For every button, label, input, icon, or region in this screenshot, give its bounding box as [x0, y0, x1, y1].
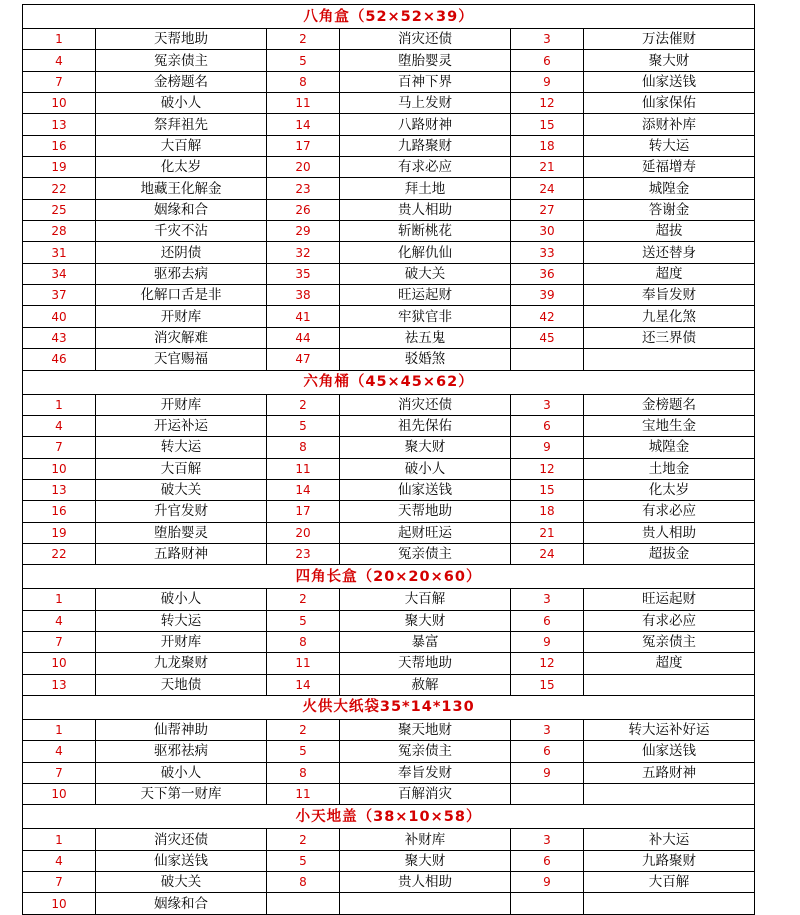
item-name: 化解口舌是非 [96, 285, 267, 306]
table-row [23, 719, 755, 740]
item-number: 3 [511, 829, 584, 850]
item-name: 消灾还债 [340, 29, 511, 50]
item-name: 冤亲债主 [340, 741, 511, 762]
item-name: 破大关 [96, 479, 267, 500]
item-number: 9 [511, 437, 584, 458]
table-row [23, 479, 755, 500]
item-name: 姻缘和合 [96, 199, 267, 220]
item-name: 堕胎婴灵 [340, 50, 511, 71]
item-number: 6 [511, 610, 584, 631]
item-name: 仙帮神助 [96, 719, 267, 740]
table-row [23, 221, 755, 242]
table-row [23, 872, 755, 893]
item-number: 4 [23, 50, 96, 71]
table-row [23, 458, 755, 479]
table-row [23, 93, 755, 114]
item-name: 有求必应 [584, 610, 755, 631]
item-name: 消灾还债 [96, 829, 267, 850]
item-number: 47 [267, 349, 340, 370]
item-name: 万法催财 [584, 29, 755, 50]
item-number: 25 [23, 199, 96, 220]
item-name: 转大运 [584, 135, 755, 156]
item-number: 2 [267, 829, 340, 850]
item-number: 24 [511, 543, 584, 564]
item-number: 10 [23, 653, 96, 674]
table-row [23, 114, 755, 135]
item-number: 2 [267, 394, 340, 415]
item-number: 8 [267, 437, 340, 458]
item-number: 46 [23, 349, 96, 370]
item-number: 5 [267, 610, 340, 631]
item-number: 26 [267, 199, 340, 220]
item-name: 转大运补好运 [584, 719, 755, 740]
item-name: 化太岁 [584, 479, 755, 500]
item-number: 31 [23, 242, 96, 263]
item-name: 超度 [584, 263, 755, 284]
item-number: 5 [267, 850, 340, 871]
item-number: 35 [267, 263, 340, 284]
item-number: 1 [23, 589, 96, 610]
item-number: 7 [23, 762, 96, 783]
table-row [23, 29, 755, 50]
item-number: 8 [267, 71, 340, 92]
item-name: 天官赐福 [96, 349, 267, 370]
item-number: 21 [511, 522, 584, 543]
item-name: 九星化煞 [584, 306, 755, 327]
item-name: 破小人 [340, 458, 511, 479]
item-name: 还三界债 [584, 327, 755, 348]
item-name: 起财旺运 [340, 522, 511, 543]
item-number: 20 [267, 157, 340, 178]
item-number: 7 [23, 872, 96, 893]
item-name: 开财库 [96, 306, 267, 327]
item-name: 金榜题名 [96, 71, 267, 92]
section-title: 六角桶（45×45×62） [23, 370, 755, 394]
table-row [23, 242, 755, 263]
table-row [23, 543, 755, 564]
table-row [23, 71, 755, 92]
item-number: 1 [23, 719, 96, 740]
item-name: 天帮地助 [340, 653, 511, 674]
table-row [23, 349, 755, 370]
item-name: 有求必应 [340, 157, 511, 178]
item-number: 11 [267, 93, 340, 114]
item-name: 仙家送钱 [340, 479, 511, 500]
item-number: 3 [511, 394, 584, 415]
item-number [511, 784, 584, 805]
item-number: 3 [511, 589, 584, 610]
item-number [511, 893, 584, 914]
item-name: 斩断桃花 [340, 221, 511, 242]
item-number: 13 [23, 674, 96, 695]
section-header [23, 805, 755, 829]
item-number: 10 [23, 893, 96, 914]
item-number: 11 [267, 784, 340, 805]
item-number: 9 [511, 631, 584, 652]
item-number: 12 [511, 653, 584, 674]
item-name: 超拔 [584, 221, 755, 242]
item-name: 九路聚财 [584, 850, 755, 871]
item-number: 37 [23, 285, 96, 306]
item-name: 破小人 [96, 93, 267, 114]
item-number: 42 [511, 306, 584, 327]
item-name: 驳婚煞 [340, 349, 511, 370]
item-name: 转大运 [96, 610, 267, 631]
item-name: 冤亲债主 [96, 50, 267, 71]
item-number: 5 [267, 415, 340, 436]
item-number: 22 [23, 543, 96, 564]
section-title: 八角盒（52×52×39） [23, 5, 755, 29]
item-name: 八路财神 [340, 114, 511, 135]
item-name: 赦解 [340, 674, 511, 695]
product-table [22, 4, 755, 915]
section-header [23, 370, 755, 394]
table-row [23, 653, 755, 674]
item-name: 化太岁 [96, 157, 267, 178]
item-name: 五路财神 [96, 543, 267, 564]
item-name: 百神下界 [340, 71, 511, 92]
table-row [23, 394, 755, 415]
item-number: 39 [511, 285, 584, 306]
item-number: 10 [23, 93, 96, 114]
item-name: 聚大财 [340, 437, 511, 458]
table-row [23, 850, 755, 871]
item-number: 32 [267, 242, 340, 263]
table-row [23, 50, 755, 71]
item-number: 30 [511, 221, 584, 242]
item-number: 7 [23, 631, 96, 652]
table-row [23, 199, 755, 220]
item-name: 祭拜祖先 [96, 114, 267, 135]
item-name: 城隍金 [584, 178, 755, 199]
item-name: 超度 [584, 653, 755, 674]
item-number: 14 [267, 114, 340, 135]
item-number: 36 [511, 263, 584, 284]
item-number: 12 [511, 93, 584, 114]
item-name: 有求必应 [584, 501, 755, 522]
item-number: 34 [23, 263, 96, 284]
item-number: 2 [267, 719, 340, 740]
item-number: 23 [267, 178, 340, 199]
item-name: 大百解 [96, 458, 267, 479]
item-number: 40 [23, 306, 96, 327]
section-title: 四角长盒（20×20×60） [23, 565, 755, 589]
item-name: 五路财神 [584, 762, 755, 783]
item-name: 驱邪祛病 [96, 741, 267, 762]
item-number: 3 [511, 719, 584, 740]
item-number: 4 [23, 741, 96, 762]
section-header [23, 565, 755, 589]
item-number: 7 [23, 71, 96, 92]
item-name [584, 784, 755, 805]
table-row [23, 135, 755, 156]
item-name: 奉旨发财 [584, 285, 755, 306]
item-number: 9 [511, 762, 584, 783]
item-number: 10 [23, 784, 96, 805]
item-number: 41 [267, 306, 340, 327]
item-name: 升官发财 [96, 501, 267, 522]
item-name: 旺运起财 [340, 285, 511, 306]
item-name: 大百解 [584, 872, 755, 893]
item-number: 4 [23, 610, 96, 631]
item-number: 14 [267, 479, 340, 500]
item-number: 9 [511, 872, 584, 893]
item-number: 17 [267, 135, 340, 156]
item-name: 添财补库 [584, 114, 755, 135]
item-name: 破大关 [96, 872, 267, 893]
item-number: 17 [267, 501, 340, 522]
item-name: 土地金 [584, 458, 755, 479]
item-name: 消灾解难 [96, 327, 267, 348]
item-number: 22 [23, 178, 96, 199]
item-number: 5 [267, 741, 340, 762]
item-number: 2 [267, 589, 340, 610]
item-name: 聚大财 [584, 50, 755, 71]
item-number: 33 [511, 242, 584, 263]
item-name: 牢狱官非 [340, 306, 511, 327]
item-number: 1 [23, 29, 96, 50]
item-name: 破大关 [340, 263, 511, 284]
price-sheet [22, 4, 754, 915]
item-name: 贵人相助 [340, 199, 511, 220]
item-number: 1 [23, 829, 96, 850]
item-name: 城隍金 [584, 437, 755, 458]
table-row [23, 784, 755, 805]
item-name: 天下第一财库 [96, 784, 267, 805]
item-number: 6 [511, 50, 584, 71]
item-name [584, 674, 755, 695]
item-name: 破小人 [96, 762, 267, 783]
table-row [23, 501, 755, 522]
item-number: 16 [23, 501, 96, 522]
table-row [23, 415, 755, 436]
item-number: 4 [23, 850, 96, 871]
item-number: 19 [23, 522, 96, 543]
item-number: 29 [267, 221, 340, 242]
item-name: 贵人相助 [340, 872, 511, 893]
item-number: 11 [267, 653, 340, 674]
item-number: 15 [511, 674, 584, 695]
item-number: 11 [267, 458, 340, 479]
item-name: 转大运 [96, 437, 267, 458]
item-number: 43 [23, 327, 96, 348]
item-name: 金榜题名 [584, 394, 755, 415]
table-row [23, 327, 755, 348]
item-number: 13 [23, 114, 96, 135]
item-name: 地藏王化解金 [96, 178, 267, 199]
item-name: 祖先保佑 [340, 415, 511, 436]
table-row [23, 893, 755, 914]
section-header [23, 695, 755, 719]
item-number: 3 [511, 29, 584, 50]
item-name: 奉旨发财 [340, 762, 511, 783]
item-number: 8 [267, 762, 340, 783]
item-number: 28 [23, 221, 96, 242]
item-name [340, 893, 511, 914]
table-row [23, 157, 755, 178]
item-number: 20 [267, 522, 340, 543]
item-name: 送还替身 [584, 242, 755, 263]
item-name: 仙家送钱 [584, 71, 755, 92]
item-name: 破小人 [96, 589, 267, 610]
item-number: 18 [511, 135, 584, 156]
item-name: 宝地生金 [584, 415, 755, 436]
item-name: 百解消灾 [340, 784, 511, 805]
item-name: 暴富 [340, 631, 511, 652]
item-name: 聚天地财 [340, 719, 511, 740]
item-name: 聚大财 [340, 610, 511, 631]
item-name: 九龙聚财 [96, 653, 267, 674]
item-name: 旺运起财 [584, 589, 755, 610]
item-name: 冤亲债主 [584, 631, 755, 652]
item-name: 补财库 [340, 829, 511, 850]
item-number: 12 [511, 458, 584, 479]
table-row [23, 285, 755, 306]
item-number: 23 [267, 543, 340, 564]
item-number: 15 [511, 479, 584, 500]
table-row [23, 829, 755, 850]
table-row [23, 437, 755, 458]
table-row [23, 263, 755, 284]
item-name: 开财库 [96, 631, 267, 652]
item-name [584, 893, 755, 914]
item-name: 仙家保佑 [584, 93, 755, 114]
item-name: 消灾还债 [340, 394, 511, 415]
item-name: 开财库 [96, 394, 267, 415]
section-title: 火供大纸袋35*14*130 [23, 695, 755, 719]
item-number: 13 [23, 479, 96, 500]
item-name: 天地债 [96, 674, 267, 695]
item-number: 21 [511, 157, 584, 178]
item-number: 10 [23, 458, 96, 479]
item-name: 千灾不沾 [96, 221, 267, 242]
item-number: 38 [267, 285, 340, 306]
table-row [23, 522, 755, 543]
table-row [23, 631, 755, 652]
item-number: 8 [267, 872, 340, 893]
item-name: 化解仇仙 [340, 242, 511, 263]
item-number: 6 [511, 741, 584, 762]
item-number: 1 [23, 394, 96, 415]
item-name: 马上发财 [340, 93, 511, 114]
item-number: 18 [511, 501, 584, 522]
item-name: 姻缘和合 [96, 893, 267, 914]
item-name: 驱邪去病 [96, 263, 267, 284]
item-name: 超拔金 [584, 543, 755, 564]
item-number: 7 [23, 437, 96, 458]
item-name: 补大运 [584, 829, 755, 850]
item-number: 9 [511, 71, 584, 92]
item-number [267, 893, 340, 914]
table-row [23, 762, 755, 783]
item-number: 45 [511, 327, 584, 348]
item-number: 4 [23, 415, 96, 436]
table-row [23, 589, 755, 610]
item-name: 还阴债 [96, 242, 267, 263]
item-name: 堕胎婴灵 [96, 522, 267, 543]
item-name: 聚大财 [340, 850, 511, 871]
item-name: 贵人相助 [584, 522, 755, 543]
item-number: 16 [23, 135, 96, 156]
table-row [23, 178, 755, 199]
item-number: 24 [511, 178, 584, 199]
item-number: 6 [511, 850, 584, 871]
item-number: 44 [267, 327, 340, 348]
section-header [23, 5, 755, 29]
item-number: 15 [511, 114, 584, 135]
item-name: 天帮地助 [96, 29, 267, 50]
item-name: 九路聚财 [340, 135, 511, 156]
section-title: 小天地盖（38×10×58） [23, 805, 755, 829]
item-number: 19 [23, 157, 96, 178]
item-name: 仙家送钱 [96, 850, 267, 871]
item-name: 天帮地助 [340, 501, 511, 522]
item-number: 14 [267, 674, 340, 695]
item-number [511, 349, 584, 370]
item-name: 祛五鬼 [340, 327, 511, 348]
table-row [23, 741, 755, 762]
item-name: 开运补运 [96, 415, 267, 436]
item-number: 5 [267, 50, 340, 71]
item-name: 大百解 [96, 135, 267, 156]
item-name: 答谢金 [584, 199, 755, 220]
item-name: 延福增寿 [584, 157, 755, 178]
item-number: 8 [267, 631, 340, 652]
item-name: 拜土地 [340, 178, 511, 199]
item-name: 冤亲债主 [340, 543, 511, 564]
table-row [23, 306, 755, 327]
table-row [23, 674, 755, 695]
item-number: 6 [511, 415, 584, 436]
item-number: 2 [267, 29, 340, 50]
item-name: 大百解 [340, 589, 511, 610]
item-name [584, 349, 755, 370]
item-name: 仙家送钱 [584, 741, 755, 762]
item-number: 27 [511, 199, 584, 220]
table-row [23, 610, 755, 631]
